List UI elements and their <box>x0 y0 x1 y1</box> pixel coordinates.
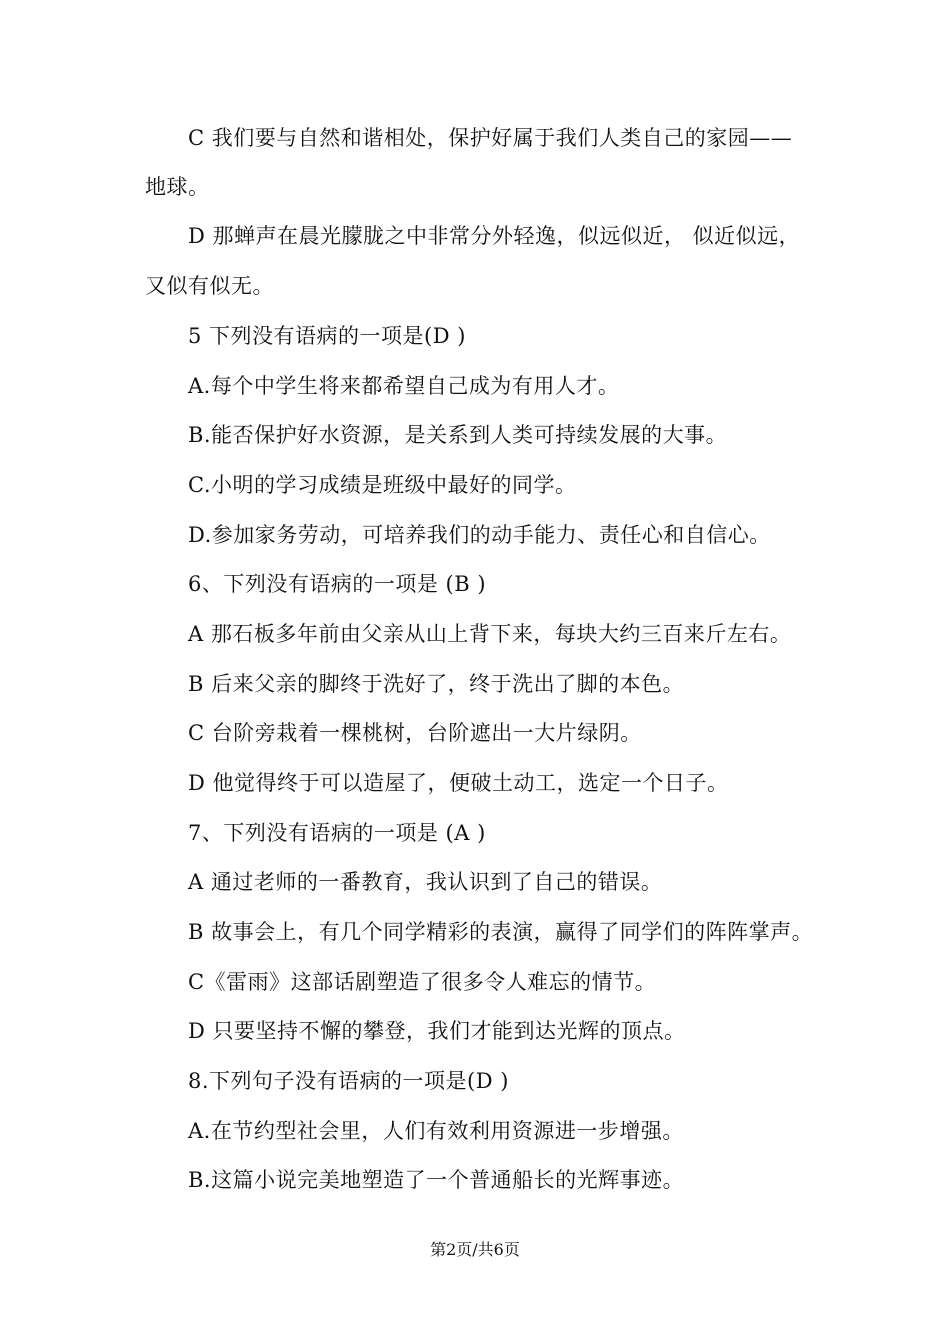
option-d-line-2: 又似有似无。 <box>145 274 274 298</box>
question-8-option-a: A.在节约型社会里，人们有效利用资源进一步增强。 <box>188 1119 684 1143</box>
page-number-footer: 第2页/共6页 <box>430 1240 520 1259</box>
question-6-option-d: D 他觉得终于可以造屋了，便破土动工，选定一个日子。 <box>188 771 729 795</box>
question-5-option-b: B.能否保护好水资源，是关系到人类可持续发展的大事。 <box>188 423 728 447</box>
question-6-option-a: A 那石板多年前由父亲从山上背下来，每块大约三百来斤左右。 <box>188 622 792 646</box>
question-5-option-a: A.每个中学生将来都希望自己成为有用人才。 <box>188 374 620 398</box>
question-7-option-b: B 故事会上，有几个同学精彩的表演，赢得了同学们的阵阵掌声。 <box>188 920 814 944</box>
question-6-option-c: C 台阶旁栽着一棵桃树，台阶遮出一大片绿阴。 <box>188 721 642 745</box>
question-7-option-d: D 只要坚持不懈的攀登，我们才能到达光辉的顶点。 <box>188 1019 686 1043</box>
question-5-option-c: C.小明的学习成绩是班级中最好的同学。 <box>188 473 577 497</box>
question-7-stem: 7、下列没有语病的一项是 (A ) <box>188 821 486 845</box>
option-d-line-1: D 那蝉声在晨光朦胧之中非常分外轻逸，似远似近， 似近似远， <box>188 224 801 248</box>
option-c-line-1: C 我们要与自然和谐相处，保护好属于我们人类自己的家园—— <box>188 126 793 150</box>
question-8-option-b: B.这篇小说完美地塑造了一个普通船长的光辉事迹。 <box>188 1168 685 1192</box>
question-6-option-b: B 后来父亲的脚终于洗好了，终于洗出了脚的本色。 <box>188 672 685 696</box>
question-7-option-a: A 通过老师的一番教育，我认识到了自己的错误。 <box>188 870 663 894</box>
question-8-stem: 8.下列句子没有语病的一项是(D ) <box>188 1069 509 1093</box>
question-7-option-c: C《雷雨》这部话剧塑造了很多令人难忘的情节。 <box>188 970 657 994</box>
question-5-option-d: D.参加家务劳动，可培养我们的动手能力、责任心和自信心。 <box>188 523 771 547</box>
question-5-stem: 5 下列没有语病的一项是(D ) <box>188 324 466 348</box>
option-c-line-2: 地球。 <box>145 175 210 199</box>
question-6-stem: 6、下列没有语病的一项是 (B ) <box>188 572 487 596</box>
